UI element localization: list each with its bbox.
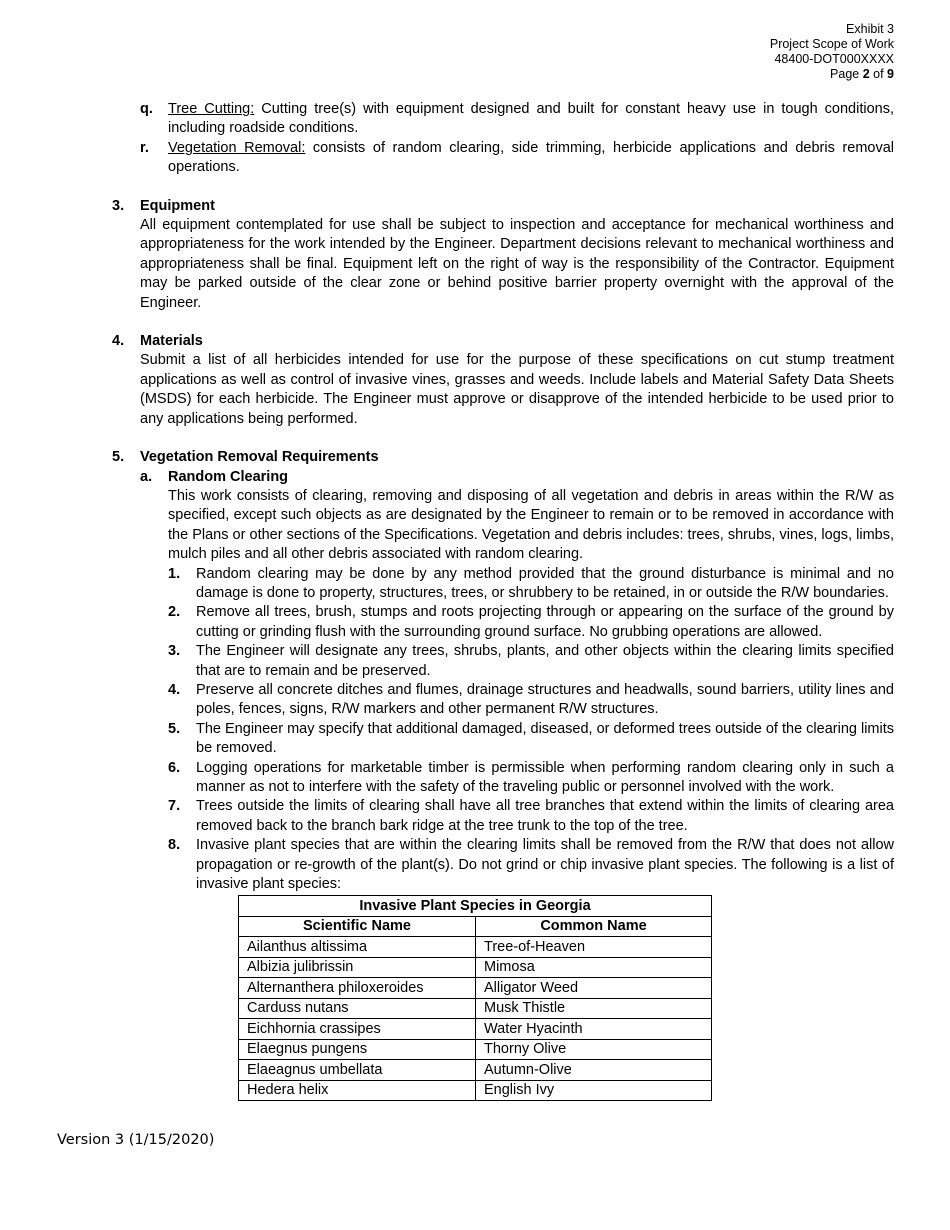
table-row: Carduss nutans Musk Thistle	[239, 998, 712, 1019]
section-materials: 4. Materials Submit a list of all herbicides intended for use for the purpose of these specifications on cut stump treatment applications as well as control of invasive vines, grasses and weeds. Include labels and Material Safety Data Sheets (MSDS) for each herbicide. The Engineer must approve or disapprove of the intended herbicide to be used prior to any applications being performed.	[0, 332, 950, 429]
list-item: 5. The Engineer may specify that additional damaged, diseased, or deformed trees outside of the clearing limits be removed.	[168, 720, 894, 757]
table-row: Elaeagnus umbellata Autumn-Olive	[239, 1060, 712, 1081]
table-row: Ailanthus altissima Tree-of-Heaven	[239, 937, 712, 958]
table-row: Elaegnus pungens Thorny Olive	[239, 1039, 712, 1060]
list-item: 8. Invasive plant species that are within the clearing limits shall be removed from the R/W that does not allow propagation or re-growth of the plant(s). Do not grind or chip invasive plant species. The following is a list of invasive plant species:	[168, 837, 894, 893]
list-item: 4. Preserve all concrete ditches and flumes, drainage structures and headwalls, sound barriers, utility lines and poles, fences, signs, R/W markers and other permanent R/W structures.	[168, 681, 894, 718]
document-body	[0, 100, 950, 1101]
list-item: 2. Remove all trees, brush, stumps and roots projecting through or appearing on the surface of the ground by cutting or grinding flush with the surrounding ground surface. No grubbing operations are allowed.	[168, 604, 894, 640]
section-vegetation-removal: 5. Vegetation Removal Requirements	[0, 448, 950, 467]
subsection-random-clearing: a. Random Clearing This work consists of clearing, removing and disposing of all vegetation and debris in areas within the R/W as specified, except such objects as are designated by the Engineer to remain or to be removed in accordance with the Plans or other sections of the Specifications. Vegetation and debris includes: trees, shrubs, vines, logs, limbs, mulch piles and all other debris associated with random clearing.	[0, 468, 950, 565]
table-title: Invasive Plant Species in Georgia	[239, 896, 712, 917]
column-header-common: Common Name	[476, 916, 712, 937]
page-header	[770, 22, 894, 82]
table-row: Hedera helix English Ivy	[239, 1080, 712, 1101]
page-number: Page 2 of 9	[830, 67, 894, 81]
definition-item: q. Tree Cutting: Cutting tree(s) with equipment designed and built for constant heavy use in tough conditions, including roadside conditions.	[140, 101, 894, 137]
exhibit-label: Exhibit 3	[846, 22, 894, 36]
section-equipment: 3. Equipment All equipment contemplated for use shall be subject to inspection and acceptance for mechanical worthiness and appropriateness for the work intended by the Engineer. Department decisions relevant to mechanical worthiness and appropriateness shall be final. Equipment left on the right of way is the responsibility of the Contractor. Equipment may be parked outside of the clear zone or behind positive barrier property overnight with the approval of the Engineer.	[0, 197, 950, 313]
section-heading: Equipment	[140, 197, 215, 214]
table-row: Eichhornia crassipes Water Hyacinth	[239, 1019, 712, 1040]
section-heading: Vegetation Removal Requirements	[140, 449, 379, 466]
section-heading: Materials	[140, 333, 203, 350]
contract-number: 48400-DOT000XXXX	[774, 52, 894, 66]
invasive-species-table	[238, 895, 712, 1101]
list-item: 7. Trees outside the limits of clearing shall have all tree branches that extend within the limits of clearing area removed back to the branch bark ridge at the tree trunk to the top of the tree.	[168, 798, 894, 834]
subsection-heading: Random Clearing	[168, 468, 289, 485]
document-title: Project Scope of Work	[769, 37, 894, 51]
column-header-scientific: Scientific Name	[239, 916, 476, 937]
section-text: All equipment contemplated for use shall be subject to inspection and acceptance for mechanical worthiness and appropriateness for the work intended by the Engineer. Department decisions relevant to mechanical worthiness and appropriateness shall be final. Equipment left on the right of way is the responsibility of the Contractor. Equipment may be parked outside of the clear zone or behind positive barrier property overnight with the approval of the Engineer.	[140, 217, 894, 311]
numbered-list	[0, 565, 950, 895]
list-item: 6. Logging operations for marketable timber is permissible when performing random clearing only in such a manner as not to interfere with the safety of the traveling public or personnel involved with the work.	[168, 759, 894, 795]
list-item: 1. Random clearing may be done by any method provided that the ground disturbance is minimal and no damage is done to property, structures, trees, or shrubbery to be retained, in or outside the R/W boundaries.	[168, 565, 894, 601]
subsection-intro: This work consists of clearing, removing and disposing of all vegetation and debris in areas within the R/W as specified, except such objects as are designated by the Engineer to remain or to be removed in accordance with the Plans or other sections of the Specifications. Vegetation and debris includes: trees, shrubs, vines, logs, limbs, mulch piles and all other debris associated with random clearing.	[168, 487, 894, 563]
table-row: Albizia julibrissin Mimosa	[239, 957, 712, 978]
version-footer: Version 3 (1/15/2020)	[57, 1132, 215, 1148]
section-text: Submit a list of all herbicides intended for use for the purpose of these specifications on cut stump treatment applications as well as control of invasive vines, grasses and weeds. Include labels and Material Safety Data Sheets (MSDS) for each herbicide. The Engineer must approve or disapprove of the intended herbicide to be used prior to any applications being performed.	[140, 352, 894, 427]
definition-item: r. Vegetation Removal: consists of random clearing, side trimming, herbicide applications and debris removal operations.	[140, 139, 894, 176]
table-row: Alternanthera philoxeroides Alligator Weed	[239, 978, 712, 999]
list-item: 3. The Engineer will designate any trees, shrubs, plants, and other objects within the clearing limits specified that are to remain and be preserved.	[168, 643, 894, 679]
